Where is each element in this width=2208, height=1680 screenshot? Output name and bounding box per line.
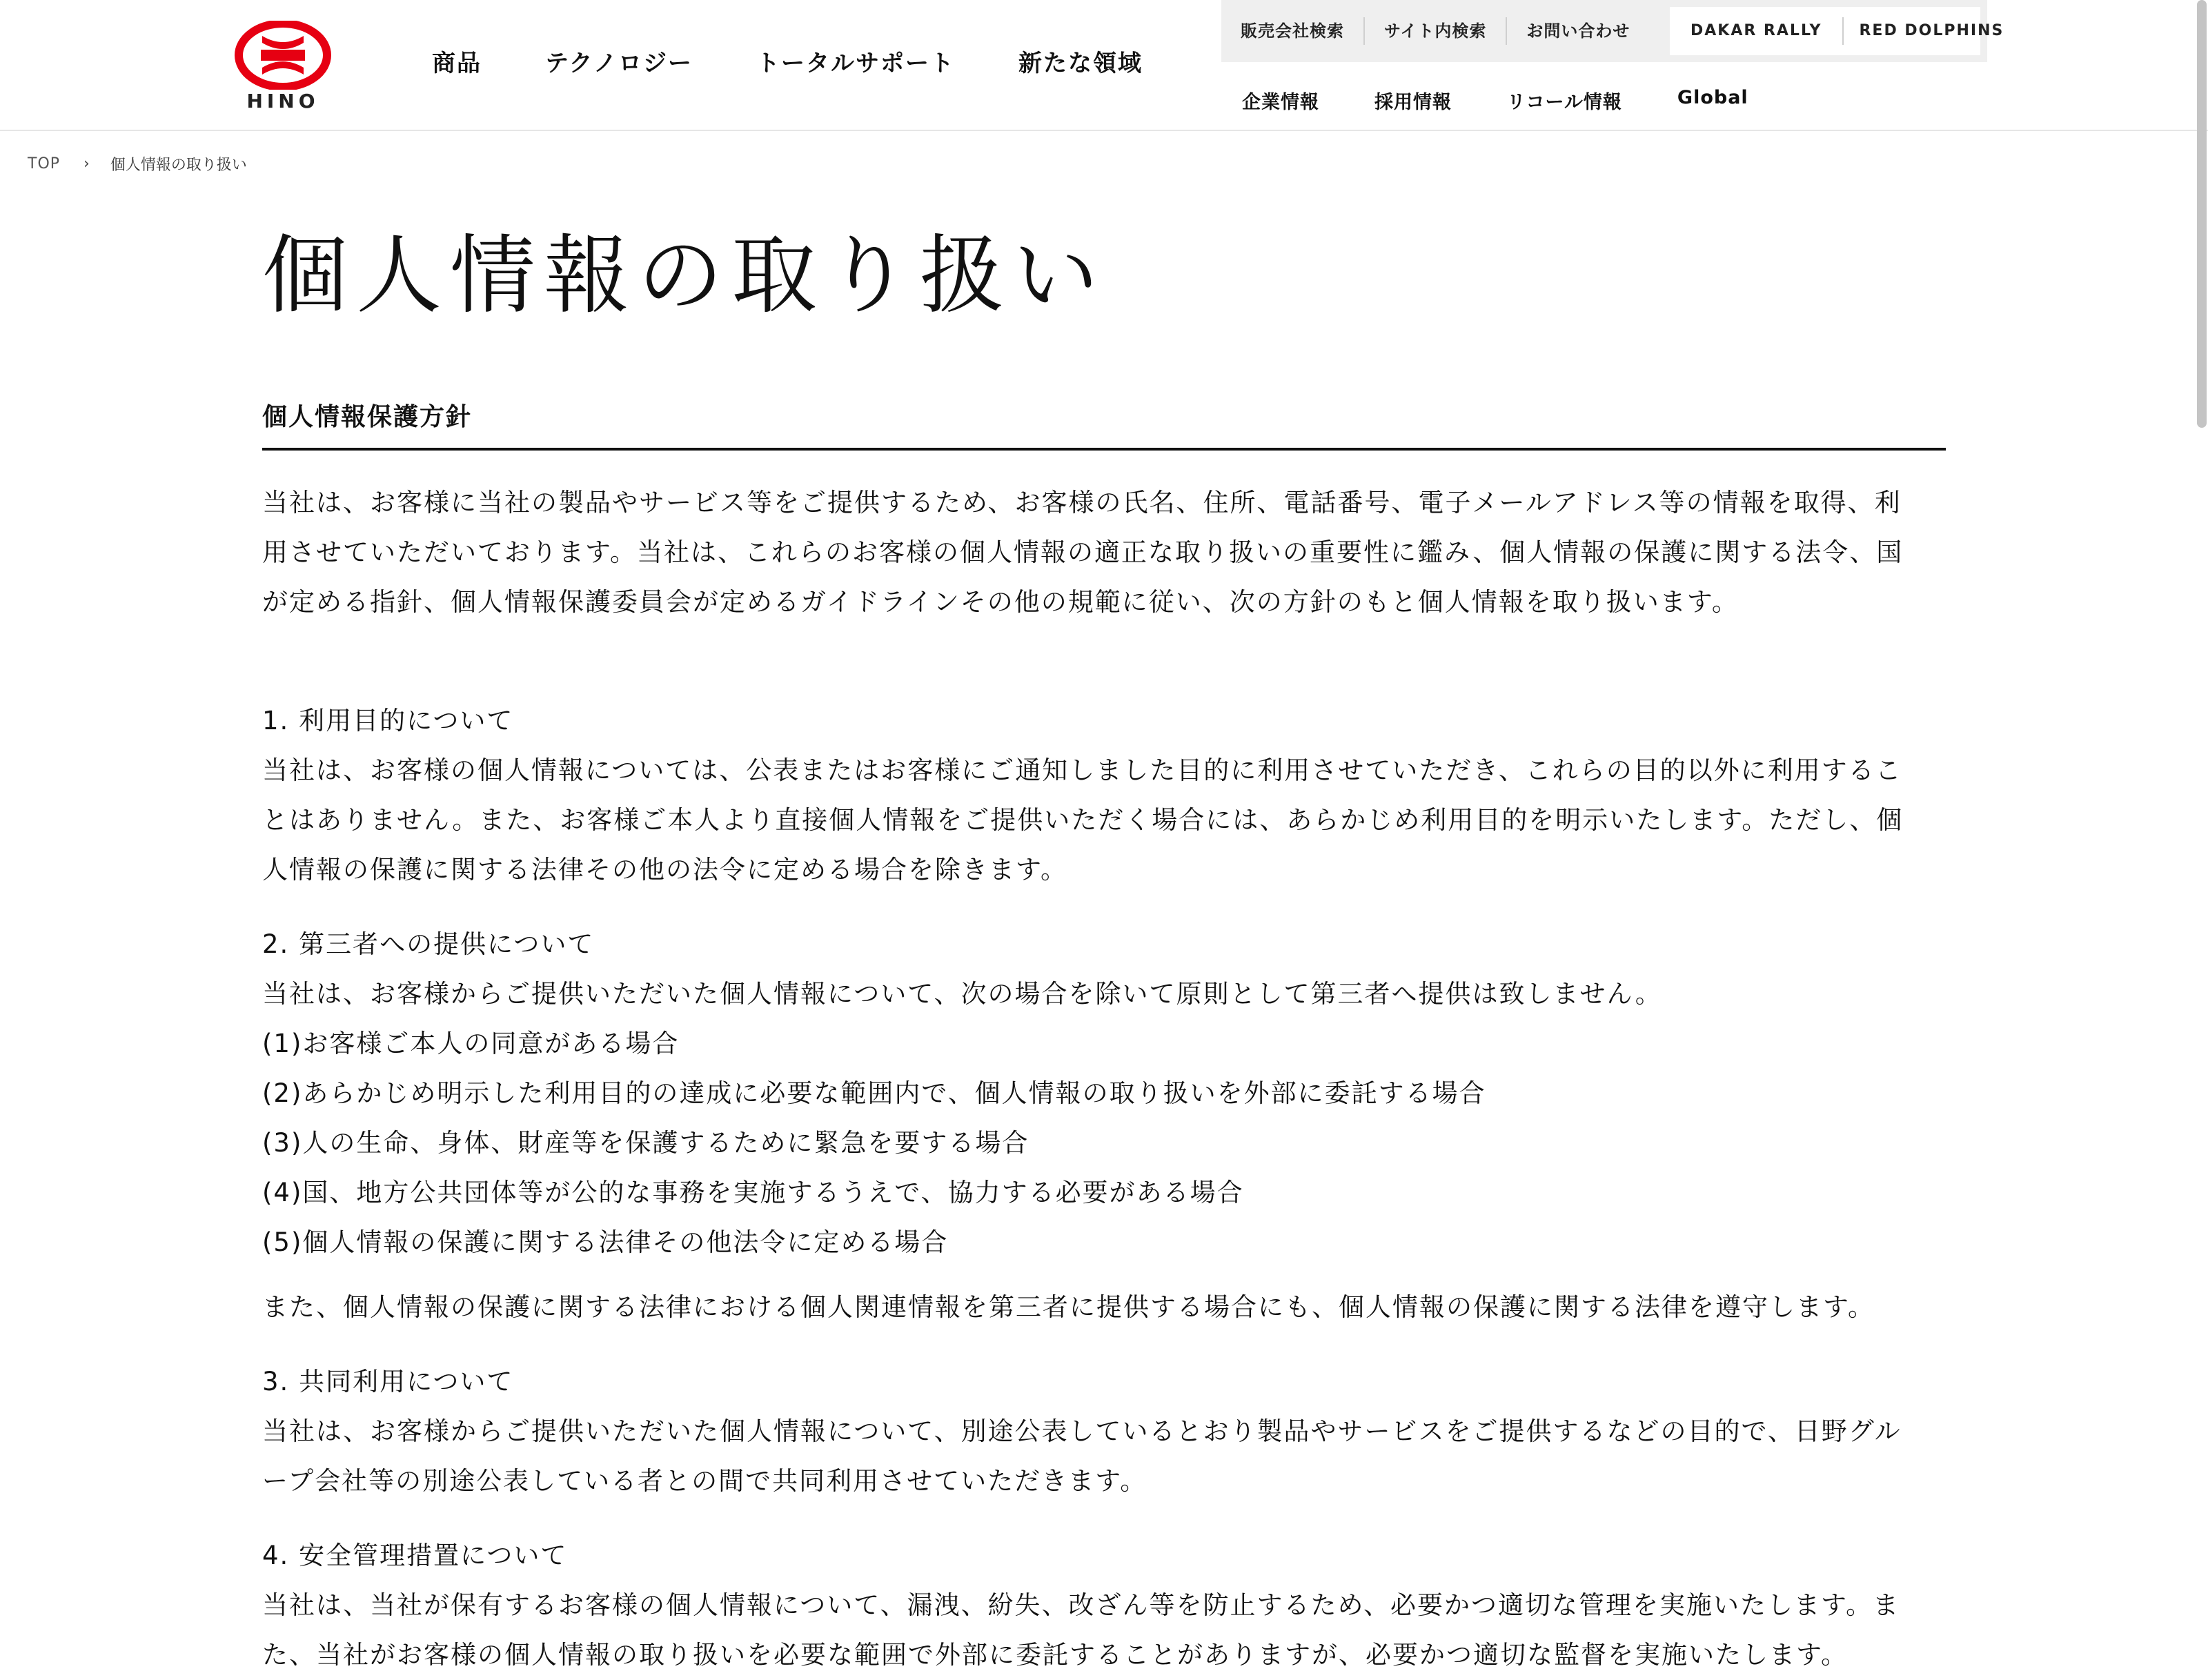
- main-nav: [432, 44, 1206, 78]
- global-link[interactable]: Global: [1677, 87, 1748, 108]
- breadcrumb-current: 個人情報の取り扱い: [110, 157, 247, 174]
- list-item: (3)人の生命、身体、財産等を保護するために緊急を要する場合: [262, 1128, 1029, 1158]
- section-note: また、個人情報の保護に関する法律における個人関連情報を第三者に提供する場合にも、個人情報の保護に関する法律を遵守します。: [262, 1292, 1875, 1322]
- special-links: [1670, 7, 2004, 55]
- dakar-rally-link[interactable]: DAKAR RALLY: [1670, 17, 1844, 45]
- site-header: [0, 0, 2208, 131]
- hino-logo-icon: [235, 21, 331, 90]
- scrollbar-thumb[interactable]: [2197, 0, 2207, 428]
- nav-total-support[interactable]: トータルサポート: [756, 50, 955, 77]
- section-2: [262, 920, 1946, 1332]
- intro-line: が定める指針、個人情報保護委員会が定めるガイドラインその他の規範に従い、次の方針のもと個人情報を取り扱います。: [262, 587, 1739, 617]
- utility-links: [1221, 0, 1649, 62]
- breadcrumb: [28, 153, 247, 175]
- logo-text: HINO: [246, 90, 319, 112]
- intro-paragraph: [262, 478, 1946, 627]
- sub-nav: [1242, 87, 1804, 114]
- intro-line: 用させていただいております。当社は、これらのお客様の個人情報の適正な取り扱いの重要性に鑑み、個人情報の保護に関する法令、国: [262, 537, 1904, 567]
- list-item: (2)あらかじめ明示した利用目的の達成に必要な範囲内で、個人情報の取り扱いを外部に委託する場合: [262, 1078, 1486, 1108]
- section-line: 当社は、お客様からご提供いただいた個人情報について、次の場合を除いて原則として第三者へ提供は致しません。: [262, 979, 1662, 1009]
- section-heading: 3. 共同利用について: [262, 1367, 514, 1396]
- intro-line: 当社は、お客様に当社の製品やサービス等をご提供するため、お客様の氏名、住所、電話番号、電子メールアドレス等の情報を取得、利: [262, 488, 1902, 517]
- section-title: 個人情報保護方針: [262, 397, 1946, 451]
- contact-link[interactable]: お問い合わせ: [1526, 21, 1630, 41]
- recall-info-link[interactable]: リコール情報: [1507, 92, 1622, 113]
- section-1: [262, 696, 1946, 895]
- section-heading: 4. 安全管理措置について: [262, 1541, 568, 1570]
- section-3: [262, 1357, 1946, 1506]
- site-search-link[interactable]: サイト内検索: [1365, 17, 1507, 45]
- section-line: ープ会社等の別途公表している者との間で共同利用させていただきます。: [262, 1466, 1147, 1496]
- page-title: 個人情報の取り扱い: [262, 226, 1107, 326]
- section-heading: 2. 第三者への提供について: [262, 929, 595, 959]
- corporate-info-link[interactable]: 企業情報: [1242, 92, 1319, 113]
- list-item: (4)国、地方公共団体等が公的な事務を実施するうえで、協力する必要がある場合: [262, 1178, 1244, 1207]
- breadcrumb-top[interactable]: TOP: [28, 155, 61, 172]
- section-heading: 1. 利用目的について: [262, 706, 514, 735]
- chevron-right-icon: ›: [83, 155, 90, 172]
- section-line: 人情報の保護に関する法律その他の法令に定める場合を除きます。: [262, 855, 1068, 885]
- section-line: 当社は、当社が保有するお客様の個人情報について、漏洩、紛失、改ざん等を防止するため、必要かつ適切な管理を実施いたします。ま: [262, 1590, 1900, 1620]
- main-content: [262, 221, 1946, 1680]
- section-line: 当社は、お客様からご提供いただいた個人情報について、別途公表しているとおり製品やサービスをご提供するなどの目的で、日野グル: [262, 1416, 1902, 1446]
- recruit-info-link[interactable]: 採用情報: [1374, 92, 1452, 113]
- nav-products[interactable]: 商品: [432, 50, 482, 77]
- section-4: [262, 1531, 1946, 1680]
- nav-technology[interactable]: テクノロジー: [545, 50, 693, 77]
- red-dolphins-link[interactable]: RED DOLPHINS: [1859, 22, 2004, 39]
- utility-bar: [1221, 0, 2004, 62]
- hino-logo[interactable]: [235, 21, 331, 110]
- nav-new-fields[interactable]: 新たな領域: [1018, 50, 1143, 77]
- section-line: 当社は、お客様の個人情報については、公表またはお客様にご通知しました目的に利用させていただき、これらの目的以外に利用するこ: [262, 755, 1902, 785]
- dealer-search-link[interactable]: 販売会社検索: [1221, 17, 1365, 45]
- section-line: とはありません。また、お客様ご本人より直接個人情報をご提供いただく場合には、あらかじめ利用目的を明示いたします。ただし、個: [262, 805, 1904, 835]
- list-item: (5)個人情報の保護に関する法律その他法令に定める場合: [262, 1227, 949, 1257]
- section-line: た、当社がお客様の個人情報の取り扱いを必要な範囲で外部に委託することがありますが、必要かつ適切な監督を実施いたします。: [262, 1640, 1849, 1670]
- list-item: (1)お客様ご本人の同意がある場合: [262, 1029, 680, 1058]
